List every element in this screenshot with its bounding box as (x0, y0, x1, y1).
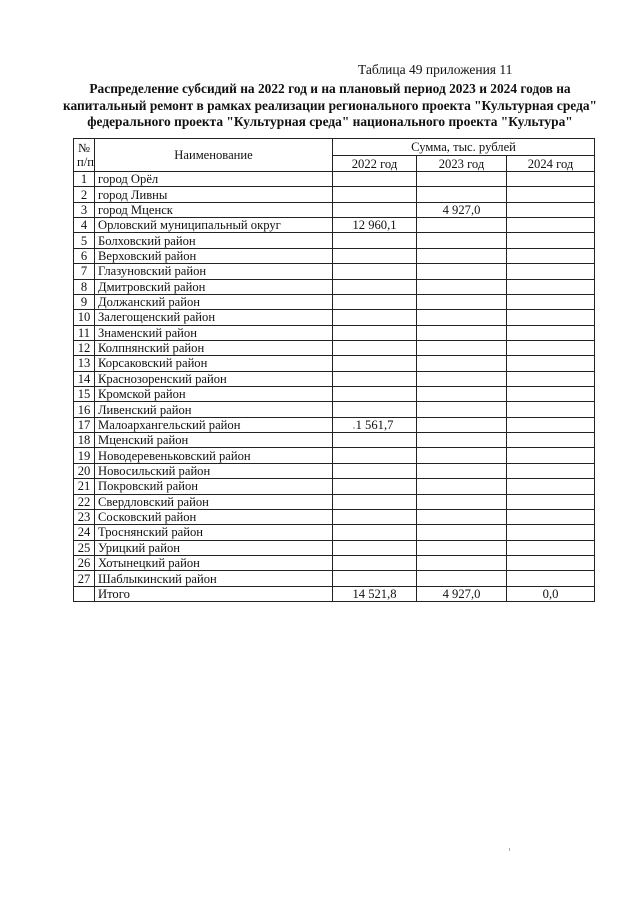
title-line: капитальный ремонт в рамках реализации регионального проекта "Культурная среда" (63, 97, 597, 113)
cell-v2022 (333, 310, 417, 325)
cell-v2023 (417, 433, 507, 448)
table-row (74, 325, 595, 340)
cell-num: 16 (74, 402, 95, 417)
header-year-2022: 2022 год (333, 156, 417, 172)
cell-name: Корсаковский район (95, 356, 333, 371)
cell-v2024 (507, 279, 595, 294)
header-name: Наименование (95, 139, 333, 172)
cell-num: 17 (74, 417, 95, 432)
cell-v2022 (333, 371, 417, 386)
header-number (74, 139, 95, 172)
cell-v2023 (417, 509, 507, 524)
cell-num: 4 (74, 218, 95, 233)
cell-v2023 (417, 310, 507, 325)
document-title (60, 81, 600, 131)
table-row (74, 387, 595, 402)
table-body (74, 172, 595, 602)
header-number-line2: п/п (77, 155, 94, 169)
cell-name: Покровский район (95, 479, 333, 494)
cell-name: Верховский район (95, 248, 333, 263)
table-row (74, 248, 595, 263)
cell-v2024 (507, 463, 595, 478)
cell-num: 21 (74, 479, 95, 494)
cell-v2023 (417, 371, 507, 386)
cell-name: Урицкий район (95, 540, 333, 555)
cell-v2022 (333, 187, 417, 202)
cell-name: Дмитровский район (95, 279, 333, 294)
cell-num: 13 (74, 356, 95, 371)
table-row (74, 433, 595, 448)
table-row (74, 479, 595, 494)
cell-v2023 (417, 325, 507, 340)
table-row (74, 555, 595, 570)
table-row (74, 463, 595, 478)
cell-num: 1 (74, 172, 95, 187)
cell-name: Хотынецкий район (95, 555, 333, 570)
table-row (74, 279, 595, 294)
cell-num: 5 (74, 233, 95, 248)
cell-v2023 (417, 463, 507, 478)
cell-name: Свердловский район (95, 494, 333, 509)
header-year-2023: 2023 год (417, 156, 507, 172)
cell-num: 10 (74, 310, 95, 325)
cell-num: 27 (74, 571, 95, 586)
cell-v2022 (333, 264, 417, 279)
table-row (74, 525, 595, 540)
cell-v2024 (507, 340, 595, 355)
cell-v2024 (507, 417, 595, 432)
table-row (74, 571, 595, 586)
cell-v2024 (507, 555, 595, 570)
table-row (74, 448, 595, 463)
cell-name: Колпнянский район (95, 340, 333, 355)
cell-num: 9 (74, 294, 95, 309)
cell-v2024 (507, 433, 595, 448)
cell-name: город Ливны (95, 187, 333, 202)
cell-name: Краснозоренский район (95, 371, 333, 386)
cell-v2022 (333, 402, 417, 417)
cell-num: 11 (74, 325, 95, 340)
table-row (74, 402, 595, 417)
table-row (74, 356, 595, 371)
cell-num: 23 (74, 509, 95, 524)
cell-num: 6 (74, 248, 95, 263)
table-row (74, 371, 595, 386)
cell-v2023 (417, 248, 507, 263)
header-number-line1: № (77, 141, 91, 155)
cell-v2024 (507, 479, 595, 494)
cell-v2023 (417, 402, 507, 417)
table-row (74, 187, 595, 202)
cell-v2024: 0,0 (507, 586, 595, 601)
table-row (74, 509, 595, 524)
cell-name: Малоархангельский район (95, 417, 333, 432)
cell-num: 25 (74, 540, 95, 555)
cell-v2022 (333, 448, 417, 463)
scan-speck (509, 848, 510, 851)
cell-v2022: 14 521,8 (333, 586, 417, 601)
cell-name: город Мценск (95, 202, 333, 217)
cell-v2022 (333, 172, 417, 187)
cell-v2023 (417, 218, 507, 233)
cell-v2023 (417, 233, 507, 248)
cell-v2024 (507, 248, 595, 263)
cell-name: Болховский район (95, 233, 333, 248)
cell-v2024 (507, 571, 595, 586)
cell-num: 18 (74, 433, 95, 448)
cell-v2024 (507, 233, 595, 248)
subsidy-table (73, 138, 595, 602)
cell-v2024 (507, 525, 595, 540)
cell-name: Глазуновский район (95, 264, 333, 279)
cell-v2023 (417, 417, 507, 432)
cell-v2023 (417, 479, 507, 494)
cell-v2023: 4 927,0 (417, 202, 507, 217)
title-line: Распределение субсидий на 2022 год и на плановый период 2023 и 2024 годов на (89, 81, 571, 96)
cell-name: Сосковский район (95, 509, 333, 524)
cell-num: 15 (74, 387, 95, 402)
table-row (74, 310, 595, 325)
header-year-2024: 2024 год (507, 156, 595, 172)
cell-num: 24 (74, 525, 95, 540)
cell-name: Кромской район (95, 387, 333, 402)
cell-num (74, 586, 95, 601)
table-row (74, 417, 595, 432)
cell-num: 26 (74, 555, 95, 570)
cell-name: Итого (95, 586, 333, 601)
cell-name: Должанский район (95, 294, 333, 309)
cell-v2022 (333, 509, 417, 524)
cell-num: 2 (74, 187, 95, 202)
table-row (74, 494, 595, 509)
cell-num: 3 (74, 202, 95, 217)
cell-v2022 (333, 233, 417, 248)
cell-v2022 (333, 479, 417, 494)
table-row (74, 540, 595, 555)
cell-name: Новосильский район (95, 463, 333, 478)
cell-num: 12 (74, 340, 95, 355)
total-row (74, 586, 595, 601)
cell-v2022 (333, 294, 417, 309)
table-row (74, 218, 595, 233)
cell-v2024 (507, 172, 595, 187)
cell-v2023 (417, 448, 507, 463)
cell-num: 8 (74, 279, 95, 294)
cell-v2022 (333, 540, 417, 555)
cell-v2024 (507, 325, 595, 340)
cell-v2024 (507, 402, 595, 417)
cell-name: город Орёл (95, 172, 333, 187)
cell-v2024 (507, 540, 595, 555)
table-row (74, 172, 595, 187)
cell-name: Залегощенский район (95, 310, 333, 325)
cell-v2023 (417, 172, 507, 187)
cell-name: Новодеревеньковский район (95, 448, 333, 463)
scan-speck (353, 427, 355, 429)
cell-v2023 (417, 187, 507, 202)
cell-name: Троснянский район (95, 525, 333, 540)
cell-v2023 (417, 294, 507, 309)
cell-v2022 (333, 463, 417, 478)
cell-v2023 (417, 525, 507, 540)
cell-name: Ливенский район (95, 402, 333, 417)
annex-label: Таблица 49 приложения 11 (358, 62, 513, 77)
cell-v2022: 1 561,7 (333, 417, 417, 432)
cell-v2022 (333, 555, 417, 570)
cell-v2022 (333, 279, 417, 294)
cell-v2022 (333, 202, 417, 217)
cell-v2022 (333, 248, 417, 263)
cell-v2024 (507, 371, 595, 386)
cell-v2023 (417, 387, 507, 402)
cell-v2022 (333, 325, 417, 340)
cell-name: Орловский муниципальный округ (95, 218, 333, 233)
cell-v2023 (417, 555, 507, 570)
cell-v2022 (333, 340, 417, 355)
cell-v2023 (417, 571, 507, 586)
cell-v2022: 12 960,1 (333, 218, 417, 233)
cell-num: 14 (74, 371, 95, 386)
cell-v2024 (507, 187, 595, 202)
cell-v2023 (417, 540, 507, 555)
cell-num: 7 (74, 264, 95, 279)
table-row (74, 202, 595, 217)
cell-v2022 (333, 494, 417, 509)
cell-v2023 (417, 356, 507, 371)
title-line: федерального проекта "Культурная среда" национального проекта "Культура" (87, 114, 573, 129)
cell-v2024 (507, 356, 595, 371)
table-row (74, 340, 595, 355)
cell-v2024 (507, 264, 595, 279)
cell-v2024 (507, 310, 595, 325)
cell-v2024 (507, 294, 595, 309)
cell-v2024 (507, 494, 595, 509)
cell-v2022 (333, 433, 417, 448)
cell-v2023 (417, 494, 507, 509)
cell-v2024 (507, 509, 595, 524)
cell-v2024 (507, 202, 595, 217)
header-sum: Сумма, тыс. рублей (333, 139, 595, 156)
cell-v2024 (507, 387, 595, 402)
cell-name: Знаменский район (95, 325, 333, 340)
cell-v2022 (333, 356, 417, 371)
table-row (74, 233, 595, 248)
table-row (74, 264, 595, 279)
table-row (74, 294, 595, 309)
cell-v2022 (333, 525, 417, 540)
cell-v2022 (333, 387, 417, 402)
cell-num: 22 (74, 494, 95, 509)
cell-v2023 (417, 340, 507, 355)
cell-name: Мценский район (95, 433, 333, 448)
cell-num: 19 (74, 448, 95, 463)
cell-name: Шаблыкинский район (95, 571, 333, 586)
cell-v2023 (417, 279, 507, 294)
cell-v2024 (507, 218, 595, 233)
cell-num: 20 (74, 463, 95, 478)
cell-v2022 (333, 571, 417, 586)
cell-v2024 (507, 448, 595, 463)
cell-v2023: 4 927,0 (417, 586, 507, 601)
cell-v2023 (417, 264, 507, 279)
